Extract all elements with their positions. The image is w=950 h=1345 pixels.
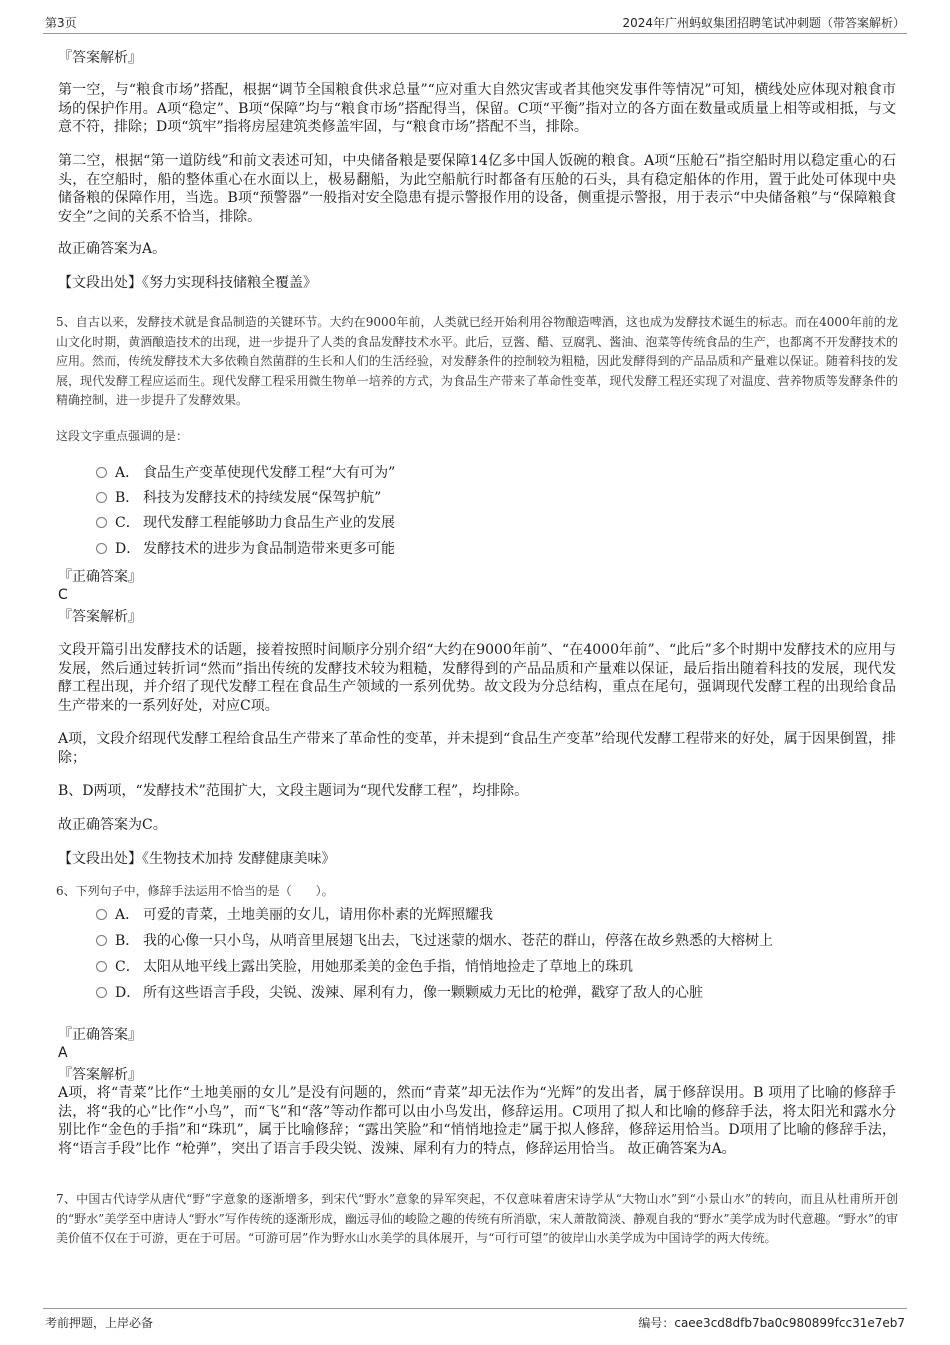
radio-icon[interactable] [96, 543, 107, 554]
footer-code [638, 1314, 905, 1331]
option-key: D． [115, 541, 141, 557]
q5-conclusion: 故正确答案为C。 [58, 817, 167, 833]
q5-passage: 5、自古以来，发酵技术就是食品制造的关键环节。大约在9000年前，人类就已经开始利用谷物酿造啤酒，这也成为发酵技术诞生的标志。而在4000年前的龙山文化时期，黄酒酿造技术的出现，进一步提升了人类的食品发酵技术水平。此后，豆酱、醋、豆腐乳、酱油、泡菜等传统食品的生产，也都离不开发酵技术的应用。然而，传统发酵技术大多依赖自然菌群的生长和人们的生活经验，对发酵条件的控制较为粗糙，因此发酵得到的产品品质和产量难以保证。随着科技的发展，现代发酵工程应运而生。现代发酵工程采用微生物单一培养的方式，为食品生产带来了革命性变革，现代发酵工程还实现了对温度、营养物质等发酵条件的精确控制，进一步提升了发酵效果。 [56, 315, 898, 407]
q6-option-a[interactable] [96, 906, 493, 924]
option-text: 所有这些语言手段，尖锐、泼辣、犀利有力，像一颗颗威力无比的枪弹，戳穿了敌人的心脏 [143, 985, 703, 1001]
q4-source: 【文段出处】《努力实现科技储粮全覆盖》 [58, 275, 317, 291]
radio-icon[interactable] [96, 467, 107, 478]
option-key: A． [115, 907, 140, 923]
q5-analysis-p1: 文段开篇引出发酵技术的话题，接着按照时间顺序分别介绍“大约在9000年前”、“在4000年前”、“此后”多个时期中发酵技术的应用与发展，然后通过转折词“然而”指出传统的发酵技术较为粗糙，发酵得到的产品品质和产量难以保证，最后指出随着科技的发展，现代发酵工程出现，并介绍了现代发酵工程在食品生产领域的一系列优势。故文段为分总结构，重点在尾句，强调现代发酵工程的出现给食品生产带来的一系列好处，对应C项。 [58, 642, 896, 714]
radio-icon[interactable] [96, 961, 107, 972]
option-text: 可爱的青菜，土地美丽的女儿，请用你朴素的光辉照耀我 [143, 907, 493, 923]
q4-analysis-label: 『答案解析』 [58, 50, 142, 66]
option-key: A． [115, 465, 140, 481]
page-number: 第3页 [45, 16, 77, 30]
document-title: 2024年广州蚂蚁集团招聘笔试冲刺题（带答案解析） [622, 16, 905, 30]
q5-option-c[interactable] [96, 514, 395, 532]
option-text: 食品生产变革使现代发酵工程“大有可为” [143, 465, 396, 481]
q6-option-b[interactable] [96, 932, 773, 950]
q5-source: 【文段出处】《生物技术加持 发酵健康美味》 [58, 851, 336, 867]
option-text: 太阳从地平线上露出笑脸，用她那柔美的金色手指，悄悄地捡走了草地上的珠玑 [143, 959, 633, 975]
q4-analysis-p2: 第二空，根据“第一道防线”和前文表述可知，中央储备粮是要保障14亿多中国人饭碗的粮食。A项“压舱石”指空船时用以稳定重心的石头，在空船时，船的整体重心在水面以上，极易翻船，为此空船航行时都备有压舱的石头，具有稳定船体的作用，置于此处可体现中央储备粮的保障作用，当选。B项“预警器”一般指对安全隐患有提示警报作用的设备，侧重提示警报，用于表示“中央储备粮”与“保障粮食安全”之间的关系不恰当，排除。 [58, 153, 896, 225]
radio-icon[interactable] [96, 909, 107, 920]
q5-answer-label: 『正确答案』 [58, 569, 142, 585]
option-key: C． [115, 515, 140, 531]
q6-answer-label: 『正确答案』 [58, 1027, 142, 1043]
option-key: C． [115, 959, 140, 975]
q5-analysis-label: 『答案解析』 [58, 609, 142, 625]
q4-conclusion: 故正确答案为A。 [58, 241, 167, 257]
q5-option-b[interactable] [96, 489, 381, 507]
option-key: B． [115, 490, 140, 506]
radio-icon[interactable] [96, 492, 107, 503]
option-text: 现代发酵工程能够助力食品生产业的发展 [143, 515, 395, 531]
q5-question: 这段文字重点强调的是： [56, 429, 189, 443]
q6-analysis-label: 『答案解析』 [58, 1067, 142, 1083]
q6-question: 6、下列句子中，修辞手法运用不恰当的是（ ）。 [56, 884, 334, 898]
option-key: B． [115, 933, 140, 949]
q4-analysis-p1: 第一空，与“粮食市场”搭配，根据“调节全国粮食供求总量”“应对重大自然灾害或者其他突发事件等情况”可知，横线处应体现对粮食市场的保护作用。A项“稳定”、B项“保障”均与“粮食市场”搭配得当，保留。C项“平衡”指对立的各方面在数量或质量上相等或相抵，与文意不符，排除；D项“筑牢”指将房屋建筑类修盖牢固，与“粮食市场”搭配不当，排除。 [58, 82, 896, 135]
q6-analysis: A项，将“青菜”比作“土地美丽的女儿”是没有问题的，然而“青菜”却无法作为“光辉”的发出者，属于修辞误用。B 项用了比喻的修辞手法，将“我的心”比作“小鸟”，而“飞”和“落”等动作都可以由小鸟发出，修辞运用。C项用了拟人和比喻的修辞手法，将太阳光和露水分 别比作“金色的手指”和“珠玑”，属于比喻修辞；“露出笑脸”和“悄悄地捡走”属于拟人修辞，修辞运用恰当。D项用了比喻的修辞手法，将“语言手段”比作 “枪弹”，突出了语言手段尖锐、泼辣、犀利有力的特点，修辞运用恰当。 故正确答案为A。 [58, 1085, 896, 1157]
q6-option-c[interactable] [96, 958, 633, 976]
radio-icon[interactable] [96, 517, 107, 528]
q5-analysis-p2: A项，文段介绍现代发酵工程给食品生产带来了革命性的变革，并未提到“食品生产变革”给现代发酵工程带来的好处，属于因果倒置，排除； [58, 731, 896, 766]
option-text: 发酵技术的进步为食品制造带来更多可能 [143, 541, 395, 557]
footer-code-value: caee3cd8dfb7ba0c980899fcc31e7eb7 [674, 1316, 905, 1330]
footer-slogan: 考前押题，上岸必备 [45, 1316, 154, 1330]
radio-icon[interactable] [96, 935, 107, 946]
radio-icon[interactable] [96, 987, 107, 998]
footer-code-label: 编号： [638, 1316, 675, 1330]
page-footer [43, 1308, 907, 1329]
page-header [43, 13, 907, 34]
q6-option-d[interactable] [96, 984, 703, 1002]
option-text: 科技为发酵技术的持续发展“保驾护航” [143, 490, 382, 506]
q5-option-d[interactable] [96, 540, 395, 558]
option-key: D． [115, 985, 141, 1001]
q7-passage: 7、中国古代诗学从唐代“野”字意象的逐渐增多，到宋代“野水”意象的异军突起，不仅意味着唐宋诗学从“大物山水”到“小景山水”的转向，而且从杜甫所开创的“野水”美学至中唐诗人“野水”写作传统的逐渐形成，幽远寻仙的峻险之趣的传统有所消歇，宋人萧散简淡、静观自我的“野水”美学成为时代意趣。“野水”的审美价值不仅在于可游，更在于可居。“可游可居”作为野水山水美学的具体展开，与“可行可望”的彼岸山水美学成为中国诗学的两大传统。 [56, 1192, 898, 1245]
q5-answer: C [58, 587, 68, 603]
q5-analysis-p3: B、D两项，“发酵技术”范围扩大，文段主题词为“现代发酵工程”，均排除。 [58, 783, 529, 799]
q6-answer: A [58, 1045, 68, 1061]
q5-option-a[interactable] [96, 464, 395, 482]
option-text: 我的心像一只小鸟，从哨音里展翅飞出去，飞过迷蒙的烟水、苍茫的群山，停落在故乡熟悉的大榕树上 [143, 933, 773, 949]
